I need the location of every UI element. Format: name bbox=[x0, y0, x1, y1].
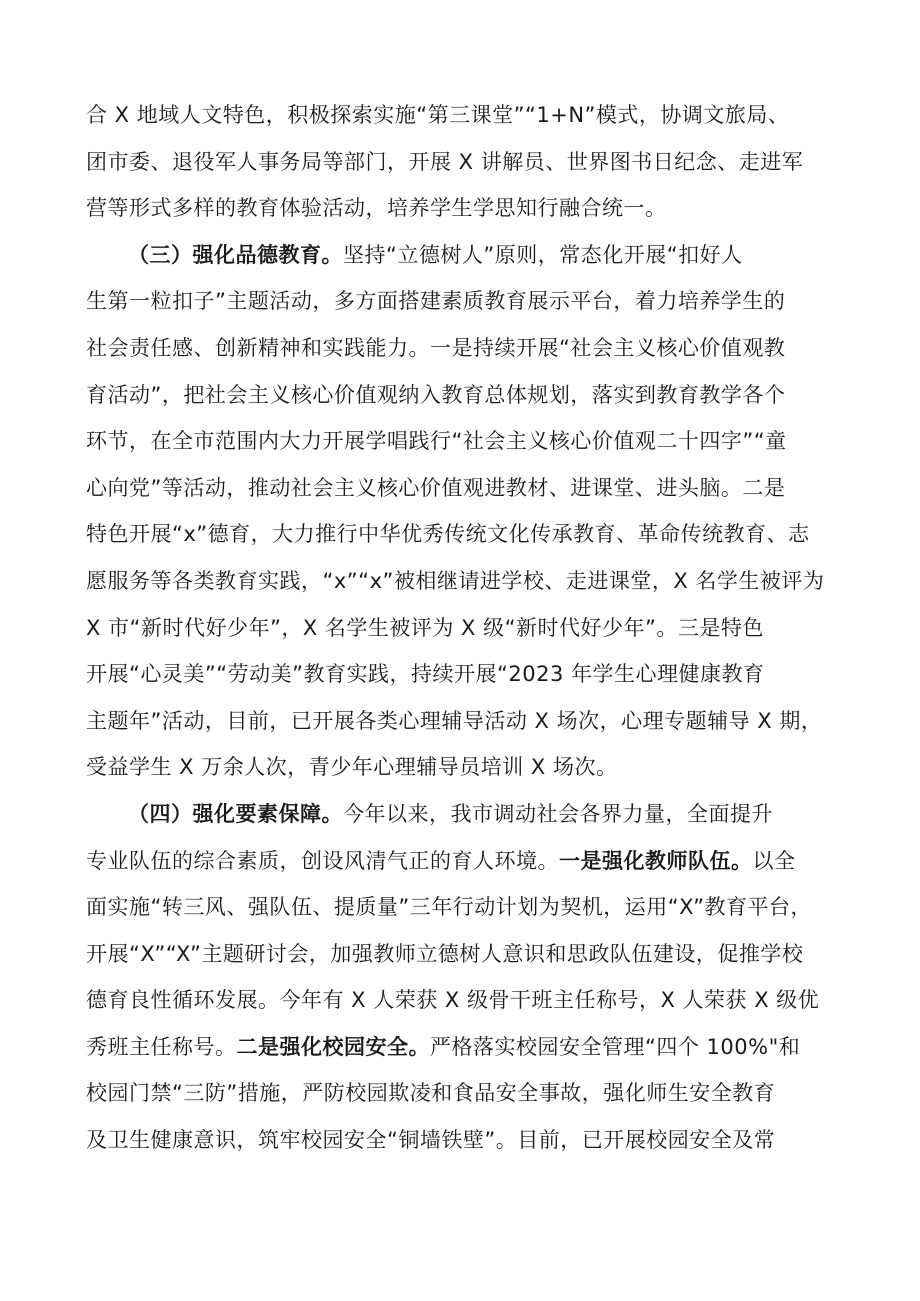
subheading-campus-safety: 二是强化校园安全。 bbox=[236, 1034, 430, 1059]
paragraph-3-line-2 bbox=[86, 838, 856, 885]
paragraph-3-line-4: 开展“X”“X”主题研讨会，加强教师立德树人意识和思政队伍建设，促推学校 bbox=[86, 941, 804, 966]
paragraph-2-line-9: X 市“新时代好少年”，X 名学生被评为 X 级“新时代好少年”。三是特色 bbox=[86, 615, 764, 640]
paragraph-1-line-3: 营等形式多样的教育体验活动，培养学生学思知行融合统一。 bbox=[86, 196, 667, 221]
subheading-teacher-team: 一是强化教师队伍。 bbox=[559, 848, 753, 873]
paragraph-3-line-6-text: 秀班主任称号。 bbox=[86, 1034, 237, 1059]
paragraph-2-line-11: 主题年”活动，目前，已开展各类心理辅导活动 X 场次，心理专题辅导 X 期， bbox=[86, 708, 823, 733]
paragraph-1-line-2: 团市委、退役军人事务局等部门，开展 X 讲解员、世界图书日纪念、走进军 bbox=[86, 149, 804, 174]
section-heading-3: （三）强化品德教育。 bbox=[128, 242, 343, 267]
paragraph-2-line-3: 社会责任感、创新精神和实践能力。一是持续开展“社会主义核心价值观教 bbox=[86, 335, 786, 360]
paragraph-2-line-6: 心向党”等活动，推动社会主义核心价值观进教材、进课堂、进头脑。二是 bbox=[86, 475, 786, 500]
paragraph-3-line-3: 面实施“转三风、强队伍、提质量”三年行动计划为契机，运用“X”教育平台， bbox=[86, 895, 813, 920]
section-heading-4: （四）强化要素保障。 bbox=[128, 801, 343, 826]
paragraph-2-line-8: 愿服务等各类教育实践，“x”“x”被相继请进学校、走进课堂，X 名学生被评为 bbox=[86, 568, 825, 593]
paragraph-2-line-7: 特色开展“x”德育，大力推行中华优秀传统文化传承教育、革命传统教育、志 bbox=[86, 522, 810, 547]
paragraph-3-line-1-text: 今年以来，我市调动社会各界力量，全面提升 bbox=[343, 801, 773, 826]
paragraph-3-line-7: 校园门禁“三防”措施，严防校园欺凌和食品安全事故，强化师生安全教育 bbox=[86, 1081, 776, 1106]
paragraph-3-line-5: 德育良性循环发展。今年有 X 人荣获 X 级骨干班主任称号，X 人荣获 X 级优 bbox=[86, 988, 820, 1013]
paragraph-3-line-6-tail: 严格落实校园安全管理“四个 100%"和 bbox=[430, 1034, 801, 1059]
paragraph-3-line-2-tail: 以全 bbox=[752, 848, 796, 873]
paragraph-2-line-5: 环节，在全市范围内大力开展学唱践行“社会主义核心价值观二十四字”“童 bbox=[86, 429, 787, 454]
paragraph-3-line-2-text: 专业队伍的综合素质，创设风清气正的育人环境。 bbox=[86, 848, 559, 873]
document-body bbox=[86, 92, 856, 1164]
paragraph-2-line-4: 育活动”，把社会主义核心价值观纳入教育总体规划，落实到教育教学各个 bbox=[86, 382, 786, 407]
paragraph-2-line-2: 生第一粒扣子”主题活动，多方面搭建素质教育展示平台，着力培养学生的 bbox=[86, 289, 786, 314]
paragraph-2-line-10: 开展“心灵美”“劳动美”教育实践，持续开展“2023 年学生心理健康教育 bbox=[86, 662, 765, 687]
paragraph-2-line-12: 受益学生 X 万余人次，青少年心理辅导员培训 X 场次。 bbox=[86, 755, 618, 780]
paragraph-2-line-1-text: 坚持“立德树人”原则，常态化开展“扣好人 bbox=[343, 242, 743, 267]
paragraph-3-line-8: 及卫生健康意识，筑牢校园安全“铜墙铁壁”。目前，已开展校园安全及常 bbox=[86, 1128, 776, 1153]
paragraph-3-line-6 bbox=[86, 1024, 856, 1071]
paragraph-3-line-1 bbox=[86, 791, 856, 838]
paragraph-1-line-1: 合 X 地域人文特色，积极探索实施“第三课堂”“1+N”模式，协调文旅局、 bbox=[86, 103, 790, 127]
paragraph-2-line-1 bbox=[86, 232, 856, 279]
